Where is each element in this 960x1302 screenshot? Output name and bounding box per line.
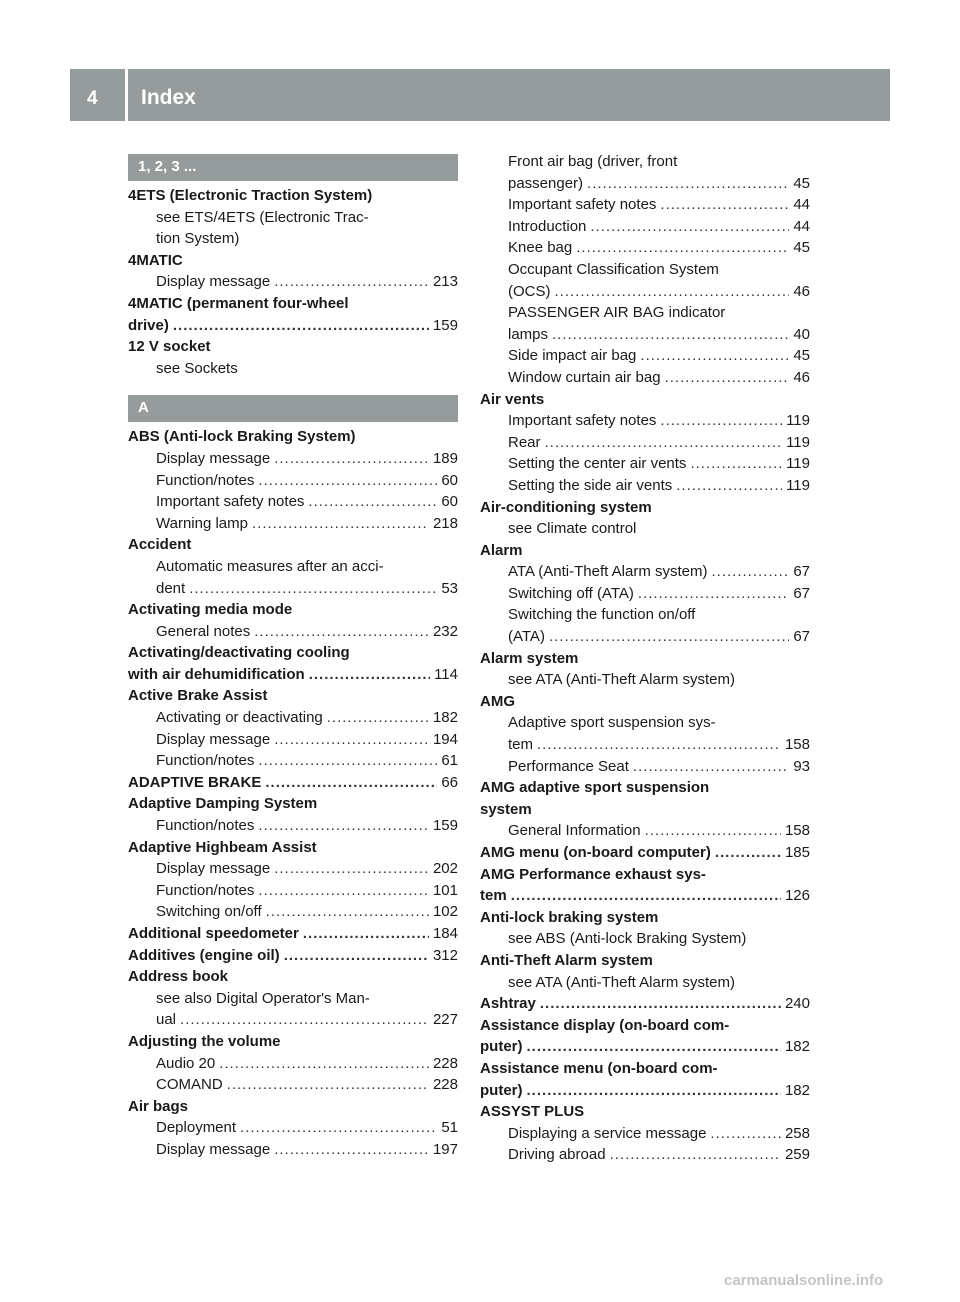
page-reference: 102 [432,903,458,921]
leader-dots [545,432,783,454]
index-subentry [128,1009,458,1031]
entry-text: Function/notes [156,881,255,899]
index-subentry [128,358,458,380]
index-subentry [480,453,810,475]
index-subentry [480,302,810,324]
entry-text: Display message [156,860,271,878]
index-subentry [480,237,810,259]
leader-dots [711,561,789,583]
page-reference: 60 [441,493,458,511]
page-reference: 66 [441,773,458,791]
index-entry [128,293,458,315]
index-subentry [128,1117,458,1139]
index-subentry [480,410,810,432]
index-subentry [480,626,810,648]
entry-text: Adaptive sport suspension sys- [508,714,716,732]
leader-dots [254,621,429,643]
index-subentry [480,151,810,173]
index-entry [480,1101,810,1123]
page-reference: 119 [786,433,810,451]
page-reference: 228 [432,1076,458,1094]
index-subentry [480,928,810,950]
entry-text: Active Brake Assist [128,687,268,705]
entry-text: see also Digital Operator's Man- [156,989,370,1007]
page-reference: 158 [784,822,810,840]
leader-dots [258,750,437,772]
index-subentry [128,901,458,923]
index-entry [480,864,810,886]
leader-dots [173,315,429,337]
entry-text: Alarm [480,541,523,559]
page-reference: 45 [793,174,810,192]
entry-text: 4MATIC [128,251,183,269]
leader-dots [274,448,429,470]
leader-dots [665,367,790,389]
entry-text: lamps [508,325,549,343]
index-subentry [480,475,810,497]
watermark: carmanualsonline.info [724,1272,884,1289]
index-entry [128,315,458,337]
page-reference: 119 [786,476,810,494]
entry-text: AMG menu (on-board computer) [480,844,711,861]
index-subentry [480,583,810,605]
entry-text: Function/notes [156,752,255,770]
index-subentry [480,324,810,346]
page-reference: 119 [786,455,810,473]
entry-text: puter) [480,1038,523,1056]
index-subentry [128,578,458,600]
index-column-right [480,151,810,1166]
entry-text: (OCS) [508,282,551,300]
index-subentry [128,815,458,837]
entry-text: Additives (engine oil) [128,946,280,964]
index-entry [128,685,458,707]
page-reference: 227 [432,1011,458,1029]
leader-dots [660,410,782,432]
entry-text: 4ETS (Electronic Traction System) [128,187,373,204]
index-subentry [480,345,810,367]
leader-dots [227,1074,429,1096]
leader-dots [645,820,781,842]
page-title: Index [141,86,196,109]
leader-dots [252,513,429,535]
index-subentry [480,820,810,842]
entry-text: Driving abroad [508,1146,606,1164]
entry-text: Adaptive Highbeam Assist [128,838,317,856]
entry-text: see Climate control [508,520,637,538]
page-reference: 46 [793,282,810,300]
leader-dots [715,842,781,864]
leader-dots [676,475,782,497]
entry-text: Automatic measures after an acci- [156,557,384,575]
entry-text: AMG adaptive sport suspension [480,779,710,797]
index-subentry [128,988,458,1010]
page-reference: 44 [793,217,810,235]
index-subentry [128,448,458,470]
section-heading-label: A [138,399,149,417]
section-heading-label: 1, 2, 3 ... [138,158,197,175]
index-subentry [480,669,810,691]
page-reference: 194 [432,730,458,748]
page-reference: 44 [793,196,810,214]
leader-dots [549,626,789,648]
leader-dots [540,993,781,1015]
entry-text: Anti-Theft Alarm system [480,951,653,969]
entry-text: Function/notes [156,471,255,489]
page-reference: 184 [432,925,458,942]
leader-dots [660,194,789,216]
index-entry [128,1031,458,1053]
entry-text: PASSENGER AIR BAG indicator [508,304,726,322]
entry-text: General notes [156,622,251,640]
page-reference: 182 [784,1081,810,1099]
entry-text: Front air bag (driver, front [508,153,678,170]
page-reference: 228 [432,1054,458,1072]
entry-text: ATA (Anti-Theft Alarm system) [508,563,708,581]
entry-text: Knee bag [508,239,573,257]
index-entry [480,648,810,670]
leader-dots [274,271,429,293]
index-subentry [128,1139,458,1161]
index-subentry [480,756,810,778]
page-reference: 185 [784,844,810,861]
leader-dots [265,772,437,794]
index-subentry [480,432,810,454]
index-subentry [480,281,810,303]
entry-text: Performance Seat [508,757,629,775]
entry-text: Accident [128,536,192,554]
leader-dots [258,815,429,837]
index-subentry [480,734,810,756]
index-entry [128,336,458,358]
entry-text: drive) [128,316,169,334]
page-reference: 202 [432,860,458,878]
entry-text: 4MATIC (permanent four-wheel [128,294,349,312]
entry-text: AMG [480,692,515,710]
index-subentry [128,858,458,880]
entry-text: ual [156,1011,177,1029]
index-subentry [128,556,458,578]
page-reference: 53 [441,579,458,597]
page-reference: 182 [432,709,458,727]
index-subentry [128,750,458,772]
index-entry [128,250,458,272]
entry-text: see ABS (Anti-lock Braking System) [508,930,747,948]
page-reference: 213 [432,273,458,291]
page-reference: 159 [432,316,458,334]
section-heading [128,395,458,422]
entry-text: Deployment [156,1119,237,1137]
index-subentry [480,972,810,994]
entry-text: Rear [508,433,541,451]
entry-text: ADAPTIVE BRAKE [128,773,262,791]
entry-text: Occupant Classification System [508,260,719,278]
entry-text: Additional speedometer [128,925,299,942]
index-entry [128,426,458,448]
entry-text: Display message [156,730,271,748]
page-reference: 182 [784,1038,810,1056]
leader-dots [710,1123,781,1145]
leader-dots [284,945,429,967]
index-entry [128,185,458,207]
index-subentry [480,259,810,281]
leader-dots [240,1117,437,1139]
leader-dots [266,901,429,923]
page-reference: 158 [784,736,810,754]
leader-dots [180,1009,429,1031]
leader-dots [189,578,437,600]
entry-text: tem [508,736,534,754]
index-subentry [128,470,458,492]
entry-text: Air-conditioning system [480,498,652,516]
index-entry [480,885,810,907]
entry-text: system [480,800,532,818]
leader-dots [555,281,790,303]
leader-dots [590,216,789,238]
index-subentry [128,207,458,229]
index-subentry [128,707,458,729]
index-subentry [480,194,810,216]
leader-dots [527,1080,781,1102]
index-entry [128,599,458,621]
index-subentry [480,561,810,583]
index-entry [128,642,458,664]
entry-text: Switching on/off [156,903,262,921]
entry-text: COMAND [156,1076,223,1094]
page-reference: 258 [784,1124,810,1142]
leader-dots [640,345,789,367]
index-subentry [128,1074,458,1096]
index-entry [480,1058,810,1080]
leader-dots [552,324,789,346]
page-reference: 189 [432,449,458,467]
index-subentry [128,271,458,293]
entry-text: Warning lamp [156,514,248,532]
index-entry [128,772,458,794]
page-reference: 46 [793,368,810,386]
page-reference: 259 [784,1146,810,1164]
entry-text: Important safety notes [508,196,657,214]
entry-text: see ATA (Anti-Theft Alarm system) [508,671,736,689]
entry-text: Display message [156,273,271,291]
page-reference: 114 [434,665,458,683]
entry-text: Adjusting the volume [128,1032,281,1050]
section-gap [128,379,458,395]
index-entry [480,907,810,929]
index-entry [480,993,810,1015]
entry-text: Assistance display (on-board com- [480,1016,730,1034]
leader-dots [633,756,789,778]
index-subentry [128,491,458,513]
entry-text: Air bags [128,1097,189,1115]
index-entry [128,664,458,686]
entry-text: General Information [508,822,641,840]
index-entry [128,1096,458,1118]
leader-dots [258,880,429,902]
header-divider [125,69,128,121]
index-entry [128,837,458,859]
leader-dots [576,237,789,259]
page-reference: 51 [441,1119,458,1137]
entry-text: (ATA) [508,628,545,646]
entry-text: Audio 20 [156,1054,216,1072]
entry-text: Ashtray [480,995,536,1013]
entry-text: Display message [156,449,271,467]
entry-text: tem [480,887,507,905]
index-subentry [128,513,458,535]
entry-text: Important safety notes [156,493,305,511]
index-subentry [480,518,810,540]
leader-dots [308,491,437,513]
leader-dots [610,1144,781,1166]
entry-text: Setting the center air vents [508,455,687,473]
entry-text: Air vents [480,390,545,408]
leader-dots [274,858,429,880]
index-subentry [480,712,810,734]
leader-dots [587,173,789,195]
entry-text: passenger) [508,174,584,192]
index-entry [480,1015,810,1037]
index-subentry [480,604,810,626]
entry-text: see Sockets [156,359,238,377]
entry-text: Switching the function on/off [508,606,696,624]
index-subentry [480,173,810,195]
page-reference: 40 [793,325,810,343]
index-subentry [480,216,810,238]
section-heading [128,154,458,181]
index-entry [480,691,810,713]
index-entry [480,1080,810,1102]
index-subentry [128,729,458,751]
entry-text: Assistance menu (on-board com- [480,1059,718,1077]
leader-dots [527,1036,781,1058]
leader-dots [638,583,789,605]
page-reference: 232 [432,622,458,640]
index-entry [480,540,810,562]
index-entry [480,799,810,821]
index-subentry [128,1053,458,1075]
leader-dots [258,470,437,492]
entry-text: Anti-lock braking system [480,908,659,926]
entry-text: 12 V socket [128,338,211,356]
leader-dots [274,1139,429,1161]
leader-dots [690,453,782,475]
entry-text: puter) [480,1081,523,1099]
leader-dots [219,1053,429,1075]
entry-text: Alarm system [480,649,579,667]
entry-text: Activating or deactivating [156,709,323,727]
index-entry [480,777,810,799]
page-reference: 60 [441,471,458,489]
index-entry [128,534,458,556]
entry-text: Side impact air bag [508,347,637,365]
page-reference: 159 [432,817,458,835]
index-entry [480,389,810,411]
entry-text: AMG Performance exhaust sys- [480,865,706,883]
page-reference: 119 [786,412,810,430]
entry-text: Displaying a service message [508,1124,707,1142]
entry-text: Introduction [508,217,587,235]
index-subentry [128,880,458,902]
entry-text: with air dehumidification [128,665,305,683]
page-reference: 93 [793,757,810,775]
index-entry [480,497,810,519]
entry-text: Adaptive Damping System [128,795,318,813]
page-reference: 197 [432,1140,458,1158]
entry-text: dent [156,579,186,597]
entry-text: tion System) [156,230,240,248]
entry-text: Activating media mode [128,601,293,619]
entry-text: Important safety notes [508,412,657,430]
entry-text: Address book [128,968,229,986]
index-entry [128,923,458,945]
leader-dots [327,707,429,729]
entry-text: Switching off (ATA) [508,584,634,602]
entry-text: Activating/deactivating cooling [128,644,350,662]
page-reference: 45 [793,347,810,365]
entry-text: Setting the side air vents [508,476,673,494]
entry-text: ASSYST PLUS [480,1103,585,1121]
page-reference: 67 [793,584,810,602]
page-number: 4 [87,88,98,109]
leader-dots [274,729,429,751]
entry-text: ABS (Anti-lock Braking System) [128,428,356,446]
leader-dots [303,923,429,945]
page-reference: 67 [793,563,810,581]
index-entry [128,945,458,967]
index-entry [128,966,458,988]
index-subentry [480,1144,810,1166]
page-reference: 218 [432,514,458,532]
leader-dots [309,664,430,686]
index-subentry [480,367,810,389]
index-subentry [480,1123,810,1145]
index-subentry [128,228,458,250]
entry-text: Display message [156,1140,271,1158]
page-reference: 45 [793,239,810,257]
page-reference: 126 [784,887,810,905]
index-column-left [128,154,458,1161]
page-reference: 67 [793,628,810,646]
page-reference: 312 [432,946,458,964]
index-entry [480,1036,810,1058]
index-entry [480,842,810,864]
index-subentry [128,621,458,643]
leader-dots [511,885,781,907]
entry-text: see ETS/4ETS (Electronic Trac- [156,208,369,226]
page-reference: 240 [784,995,810,1013]
page-reference: 101 [432,881,458,899]
leader-dots [537,734,781,756]
index-entry [128,793,458,815]
entry-text: see ATA (Anti-Theft Alarm system) [508,973,736,991]
page-reference: 61 [441,752,458,770]
entry-text: Function/notes [156,817,255,835]
index-entry [480,950,810,972]
entry-text: Window curtain air bag [508,368,661,386]
